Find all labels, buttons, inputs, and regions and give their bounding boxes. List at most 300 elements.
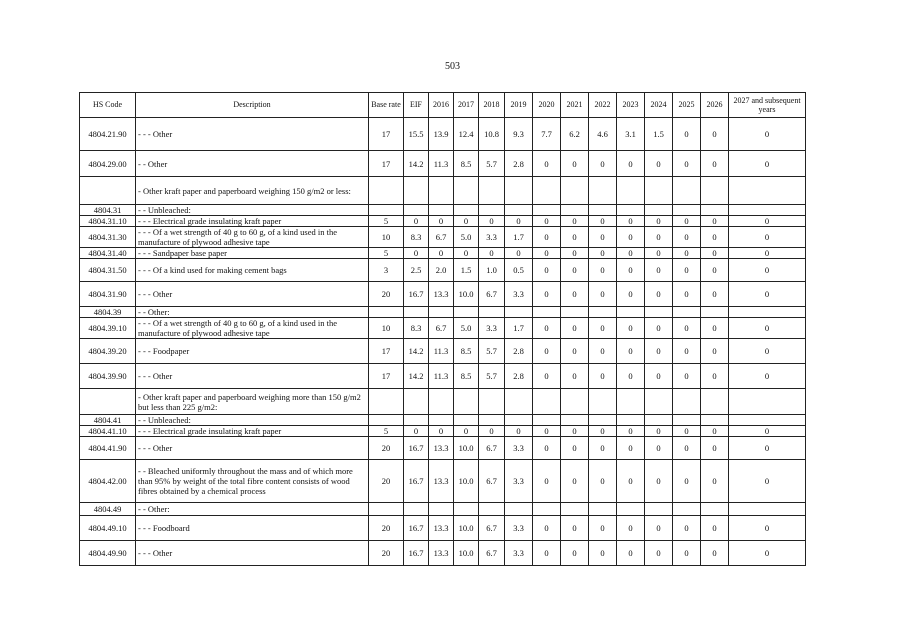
rate-cell: 1.5 xyxy=(454,259,479,282)
hs-code-cell: 4804.39.90 xyxy=(80,364,136,389)
rate-cell: 0 xyxy=(589,259,617,282)
rate-cell: 0 xyxy=(645,516,673,541)
rate-cell: 0 xyxy=(561,259,589,282)
rate-cell: 20 xyxy=(369,460,404,503)
rate-cell: 0 xyxy=(533,248,561,259)
rate-cell: 6.2 xyxy=(561,118,589,151)
rate-cell: 5.7 xyxy=(479,339,505,364)
rate-cell xyxy=(589,415,617,426)
rate-cell xyxy=(404,503,429,516)
description-cell: - Other kraft paper and paperboard weighing 150 g/m2 or less: xyxy=(136,177,369,205)
rate-cell: 0 xyxy=(645,216,673,227)
rate-cell: 0 xyxy=(673,426,701,437)
rate-cell: 0 xyxy=(673,318,701,339)
table-row xyxy=(80,248,806,259)
rate-cell: 0 xyxy=(701,318,729,339)
table-row xyxy=(80,541,806,566)
rate-cell xyxy=(729,205,806,216)
rate-cell: 12.4 xyxy=(454,118,479,151)
rate-cell xyxy=(404,205,429,216)
rate-cell xyxy=(561,415,589,426)
rate-cell: 0 xyxy=(505,216,533,227)
rate-cell: 6.7 xyxy=(479,437,505,460)
rate-cell xyxy=(533,415,561,426)
rate-cell xyxy=(479,415,505,426)
description-cell: - - - Foodboard xyxy=(136,516,369,541)
rate-cell: 10.0 xyxy=(454,282,479,307)
page-number: 503 xyxy=(445,61,460,72)
hs-code-cell: 4804.29.00 xyxy=(80,151,136,177)
rate-cell: 0 xyxy=(729,227,806,248)
rate-cell: 0 xyxy=(589,216,617,227)
rate-cell: 0 xyxy=(533,437,561,460)
rate-cell: 20 xyxy=(369,541,404,566)
table-row xyxy=(80,227,806,248)
rate-cell: 0 xyxy=(561,364,589,389)
rate-cell: 13.3 xyxy=(429,437,454,460)
rate-cell: 0 xyxy=(533,426,561,437)
rate-cell: 11.3 xyxy=(429,151,454,177)
rate-cell xyxy=(729,307,806,318)
rate-cell xyxy=(369,177,404,205)
rate-cell: 3.3 xyxy=(505,282,533,307)
rate-cell: 14.2 xyxy=(404,364,429,389)
rate-cell: 0 xyxy=(729,460,806,503)
rate-cell xyxy=(561,177,589,205)
description-cell: - - - Of a wet strength of 40 g to 60 g, of a kind used in the manufacture of plywood adhesive tape xyxy=(136,318,369,339)
rate-cell xyxy=(533,389,561,415)
rate-cell xyxy=(533,177,561,205)
rate-cell: 0 xyxy=(673,227,701,248)
rate-cell: 8.3 xyxy=(404,318,429,339)
hs-code-cell: 4804.31.40 xyxy=(80,248,136,259)
rate-cell: 0 xyxy=(561,437,589,460)
rate-cell: 0 xyxy=(673,364,701,389)
description-cell: - - Other xyxy=(136,151,369,177)
rate-cell: 0 xyxy=(533,339,561,364)
rate-cell xyxy=(369,389,404,415)
rate-cell xyxy=(369,415,404,426)
rate-cell xyxy=(729,389,806,415)
rate-cell xyxy=(454,503,479,516)
description-cell: - - - Other xyxy=(136,437,369,460)
rate-cell xyxy=(645,307,673,318)
rate-cell: 0 xyxy=(533,259,561,282)
column-header: 2018 xyxy=(479,93,505,118)
rate-cell: 0 xyxy=(617,541,645,566)
rate-cell: 0 xyxy=(479,216,505,227)
rate-cell xyxy=(404,389,429,415)
rate-cell: 16.7 xyxy=(404,460,429,503)
table-row xyxy=(80,177,806,205)
rate-cell xyxy=(533,307,561,318)
rate-cell: 0 xyxy=(645,259,673,282)
rate-cell: 1.7 xyxy=(505,227,533,248)
rate-cell xyxy=(645,415,673,426)
rate-cell: 11.3 xyxy=(429,339,454,364)
rate-cell: 5.7 xyxy=(479,364,505,389)
rate-cell: 0 xyxy=(673,151,701,177)
rate-cell xyxy=(505,503,533,516)
hs-code-cell: 4804.39.10 xyxy=(80,318,136,339)
rate-cell: 0 xyxy=(617,339,645,364)
rate-cell xyxy=(673,389,701,415)
rate-cell: 0 xyxy=(404,216,429,227)
rate-cell xyxy=(505,177,533,205)
rate-cell: 0 xyxy=(617,227,645,248)
description-cell: - - Unbleached: xyxy=(136,415,369,426)
column-header: 2017 xyxy=(454,93,479,118)
rate-cell: 0 xyxy=(701,118,729,151)
hs-code-cell xyxy=(80,177,136,205)
rate-cell xyxy=(589,307,617,318)
rate-cell xyxy=(479,389,505,415)
rate-cell xyxy=(701,389,729,415)
table-row xyxy=(80,364,806,389)
rate-cell: 0 xyxy=(589,426,617,437)
hs-code-cell: 4804.31.50 xyxy=(80,259,136,282)
rate-cell xyxy=(701,307,729,318)
rate-cell: 17 xyxy=(369,118,404,151)
column-header: EIF xyxy=(404,93,429,118)
rate-cell: 0 xyxy=(673,541,701,566)
rate-cell: 0 xyxy=(645,151,673,177)
rate-cell: 0 xyxy=(617,516,645,541)
rate-cell: 0 xyxy=(505,426,533,437)
rate-cell: 0 xyxy=(729,541,806,566)
rate-cell: 10.0 xyxy=(454,437,479,460)
rate-cell: 0 xyxy=(533,516,561,541)
rate-cell: 0 xyxy=(589,318,617,339)
rate-cell: 2.8 xyxy=(505,151,533,177)
rate-cell: 1.5 xyxy=(645,118,673,151)
description-cell: - - Other: xyxy=(136,503,369,516)
rate-cell: 7.7 xyxy=(533,118,561,151)
hs-code-cell: 4804.41.10 xyxy=(80,426,136,437)
rate-cell: 5 xyxy=(369,248,404,259)
rate-cell: 8.5 xyxy=(454,339,479,364)
rate-cell xyxy=(645,177,673,205)
rate-cell xyxy=(404,415,429,426)
column-header: HS Code xyxy=(80,93,136,118)
rate-cell: 16.7 xyxy=(404,541,429,566)
rate-cell: 0 xyxy=(701,282,729,307)
rate-cell: 0 xyxy=(701,339,729,364)
rate-cell: 0 xyxy=(645,282,673,307)
description-cell: - - - Electrical grade insulating kraft paper xyxy=(136,216,369,227)
rate-cell: 6.7 xyxy=(479,460,505,503)
rate-cell xyxy=(429,389,454,415)
table-row xyxy=(80,415,806,426)
description-cell: - - - Sandpaper base paper xyxy=(136,248,369,259)
rate-cell: 10.0 xyxy=(454,516,479,541)
rate-cell xyxy=(673,177,701,205)
rate-cell: 0 xyxy=(479,426,505,437)
rate-cell: 0 xyxy=(673,437,701,460)
rate-cell xyxy=(617,205,645,216)
rate-cell xyxy=(454,205,479,216)
rate-cell xyxy=(701,177,729,205)
hs-code-cell: 4804.31 xyxy=(80,205,136,216)
rate-cell xyxy=(645,205,673,216)
rate-cell: 0 xyxy=(617,426,645,437)
description-cell: - - - Of a kind used for making cement bags xyxy=(136,259,369,282)
rate-cell: 0 xyxy=(701,364,729,389)
description-cell: - - - Of a wet strength of 40 g to 60 g, of a kind used in the manufacture of plywood adhesive tape xyxy=(136,227,369,248)
rate-cell: 0 xyxy=(645,541,673,566)
rate-cell xyxy=(701,415,729,426)
rate-cell xyxy=(479,503,505,516)
rate-cell xyxy=(479,205,505,216)
rate-cell: 0 xyxy=(673,339,701,364)
rate-cell: 16.7 xyxy=(404,437,429,460)
column-header: 2024 xyxy=(645,93,673,118)
rate-cell: 20 xyxy=(369,282,404,307)
rate-cell xyxy=(729,503,806,516)
rate-cell: 0 xyxy=(701,151,729,177)
rate-cell: 0 xyxy=(645,437,673,460)
rate-cell xyxy=(617,307,645,318)
description-cell: - - Other: xyxy=(136,307,369,318)
rate-cell: 0 xyxy=(617,460,645,503)
hs-code-cell: 4804.21.90 xyxy=(80,118,136,151)
rate-cell: 0 xyxy=(729,364,806,389)
column-header: 2023 xyxy=(617,93,645,118)
rate-cell: 0 xyxy=(645,460,673,503)
rate-cell: 6.7 xyxy=(479,282,505,307)
rate-cell: 20 xyxy=(369,516,404,541)
rate-cell: 8.5 xyxy=(454,151,479,177)
rate-cell: 2.8 xyxy=(505,364,533,389)
rate-cell: 0 xyxy=(533,216,561,227)
rate-cell xyxy=(505,205,533,216)
rate-cell: 0 xyxy=(617,151,645,177)
hs-code-cell: 4804.49.90 xyxy=(80,541,136,566)
rate-cell: 3.3 xyxy=(505,516,533,541)
rate-cell xyxy=(505,307,533,318)
column-header: 2022 xyxy=(589,93,617,118)
rate-cell: 0 xyxy=(673,259,701,282)
rate-cell xyxy=(369,503,404,516)
rate-cell: 0 xyxy=(561,426,589,437)
rate-cell: 0 xyxy=(404,248,429,259)
rate-cell: 0 xyxy=(533,541,561,566)
rate-cell: 0 xyxy=(701,437,729,460)
rate-cell: 5 xyxy=(369,426,404,437)
rate-cell xyxy=(479,177,505,205)
rate-cell xyxy=(645,503,673,516)
description-cell: - - Bleached uniformly throughout the mass and of which more than 95% by weight of the total fibre content consists of wood fibres obtained by a chemical process xyxy=(136,460,369,503)
rate-cell: 0 xyxy=(429,248,454,259)
rate-cell: 2.5 xyxy=(404,259,429,282)
rate-cell xyxy=(479,307,505,318)
rate-cell xyxy=(505,389,533,415)
rate-cell: 0 xyxy=(673,216,701,227)
rate-cell: 3.3 xyxy=(505,460,533,503)
rate-cell: 0 xyxy=(701,248,729,259)
rate-cell: 13.3 xyxy=(429,541,454,566)
rate-cell xyxy=(533,503,561,516)
table-row xyxy=(80,259,806,282)
rate-cell: 0 xyxy=(533,364,561,389)
rate-cell: 20 xyxy=(369,437,404,460)
rate-cell: 5.0 xyxy=(454,227,479,248)
rate-cell: 1.0 xyxy=(479,259,505,282)
rate-cell: 6.7 xyxy=(479,541,505,566)
column-header: 2027 and subsequent years xyxy=(729,93,806,118)
hs-code-cell: 4804.41 xyxy=(80,415,136,426)
description-cell: - - - Electrical grade insulating kraft paper xyxy=(136,426,369,437)
rate-cell xyxy=(645,389,673,415)
table-row xyxy=(80,437,806,460)
rate-cell: 0 xyxy=(617,248,645,259)
rate-cell: 2.0 xyxy=(429,259,454,282)
rate-cell: 0 xyxy=(561,516,589,541)
rate-cell: 0 xyxy=(505,248,533,259)
rate-cell xyxy=(561,307,589,318)
rate-cell: 0 xyxy=(533,151,561,177)
rate-cell: 0 xyxy=(617,437,645,460)
rate-cell: 13.3 xyxy=(429,516,454,541)
table-row xyxy=(80,516,806,541)
rate-cell: 16.7 xyxy=(404,282,429,307)
rate-cell: 5.7 xyxy=(479,151,505,177)
rate-cell: 14.2 xyxy=(404,151,429,177)
table-row xyxy=(80,307,806,318)
rate-cell: 0 xyxy=(701,460,729,503)
rate-cell: 0 xyxy=(729,118,806,151)
rate-cell: 0 xyxy=(645,227,673,248)
table-header-row xyxy=(80,93,806,118)
rate-cell xyxy=(404,177,429,205)
rate-cell: 0 xyxy=(589,541,617,566)
rate-cell: 0 xyxy=(561,282,589,307)
rate-cell: 0 xyxy=(561,216,589,227)
table-row xyxy=(80,426,806,437)
description-cell: - - Unbleached: xyxy=(136,205,369,216)
rate-cell: 0 xyxy=(561,541,589,566)
rate-cell: 8.3 xyxy=(404,227,429,248)
rate-cell: 6.7 xyxy=(429,227,454,248)
rate-cell: 0 xyxy=(645,248,673,259)
rate-cell: 17 xyxy=(369,151,404,177)
rate-cell: 10 xyxy=(369,227,404,248)
rate-cell: 0 xyxy=(645,339,673,364)
column-header: 2016 xyxy=(429,93,454,118)
table-row xyxy=(80,318,806,339)
rate-cell: 0 xyxy=(617,282,645,307)
rate-cell xyxy=(617,415,645,426)
rate-cell: 5 xyxy=(369,216,404,227)
rate-cell: 0 xyxy=(617,364,645,389)
table-row xyxy=(80,118,806,151)
rate-cell: 0 xyxy=(729,516,806,541)
rate-cell: 0 xyxy=(589,151,617,177)
rate-cell: 0 xyxy=(429,216,454,227)
rate-cell xyxy=(673,307,701,318)
description-cell: - - - Other xyxy=(136,364,369,389)
rate-cell: 0 xyxy=(729,426,806,437)
rate-cell: 0 xyxy=(589,364,617,389)
rate-cell: 0 xyxy=(617,259,645,282)
rate-cell xyxy=(429,205,454,216)
rate-cell: 3.3 xyxy=(479,227,505,248)
table-row xyxy=(80,205,806,216)
rate-cell xyxy=(589,503,617,516)
rate-cell xyxy=(404,307,429,318)
rate-cell xyxy=(729,177,806,205)
rate-cell xyxy=(454,389,479,415)
rate-cell: 11.3 xyxy=(429,364,454,389)
hs-code-cell: 4804.49.10 xyxy=(80,516,136,541)
rate-cell xyxy=(561,205,589,216)
rate-cell: 14.2 xyxy=(404,339,429,364)
column-header: Description xyxy=(136,93,369,118)
rate-cell: 0 xyxy=(561,151,589,177)
rate-cell: 9.3 xyxy=(505,118,533,151)
rate-cell: 0 xyxy=(429,426,454,437)
rate-cell xyxy=(369,307,404,318)
rate-cell: 0 xyxy=(645,318,673,339)
rate-cell: 0 xyxy=(729,216,806,227)
rate-cell: 0 xyxy=(673,460,701,503)
rate-cell: 0 xyxy=(561,248,589,259)
rate-cell: 0 xyxy=(589,339,617,364)
rate-cell: 0 xyxy=(454,248,479,259)
rate-cell: 0 xyxy=(729,318,806,339)
hs-code-cell: 4804.39.20 xyxy=(80,339,136,364)
hs-code-cell: 4804.31.90 xyxy=(80,282,136,307)
rate-cell xyxy=(617,503,645,516)
rate-cell: 0 xyxy=(404,426,429,437)
rate-cell: 2.8 xyxy=(505,339,533,364)
rate-cell xyxy=(617,177,645,205)
rate-cell: 1.7 xyxy=(505,318,533,339)
rate-cell: 0 xyxy=(533,282,561,307)
rate-cell xyxy=(701,205,729,216)
rate-cell xyxy=(454,307,479,318)
tariff-schedule-table xyxy=(79,92,806,566)
rate-cell: 8.5 xyxy=(454,364,479,389)
rate-cell: 0 xyxy=(589,437,617,460)
rate-cell: 13.3 xyxy=(429,282,454,307)
rate-cell xyxy=(589,177,617,205)
column-header: 2020 xyxy=(533,93,561,118)
description-cell: - Other kraft paper and paperboard weighing more than 150 g/m2 but less than 225 g/m2: xyxy=(136,389,369,415)
rate-cell xyxy=(369,205,404,216)
rate-cell xyxy=(617,389,645,415)
rate-cell xyxy=(701,503,729,516)
rate-cell xyxy=(589,205,617,216)
table-row xyxy=(80,282,806,307)
hs-code-cell: 4804.31.30 xyxy=(80,227,136,248)
rate-cell xyxy=(429,177,454,205)
rate-cell: 0 xyxy=(645,364,673,389)
rate-cell: 0 xyxy=(673,516,701,541)
rate-cell: 0 xyxy=(479,248,505,259)
rate-cell: 0 xyxy=(561,318,589,339)
rate-cell: 0 xyxy=(617,216,645,227)
rate-cell: 17 xyxy=(369,339,404,364)
rate-cell: 0 xyxy=(701,216,729,227)
rate-cell: 0 xyxy=(589,460,617,503)
table-row xyxy=(80,503,806,516)
hs-code-cell: 4804.39 xyxy=(80,307,136,318)
hs-code-cell: 4804.42.00 xyxy=(80,460,136,503)
rate-cell: 13.3 xyxy=(429,460,454,503)
hs-code-cell: 4804.31.10 xyxy=(80,216,136,227)
hs-code-cell xyxy=(80,389,136,415)
